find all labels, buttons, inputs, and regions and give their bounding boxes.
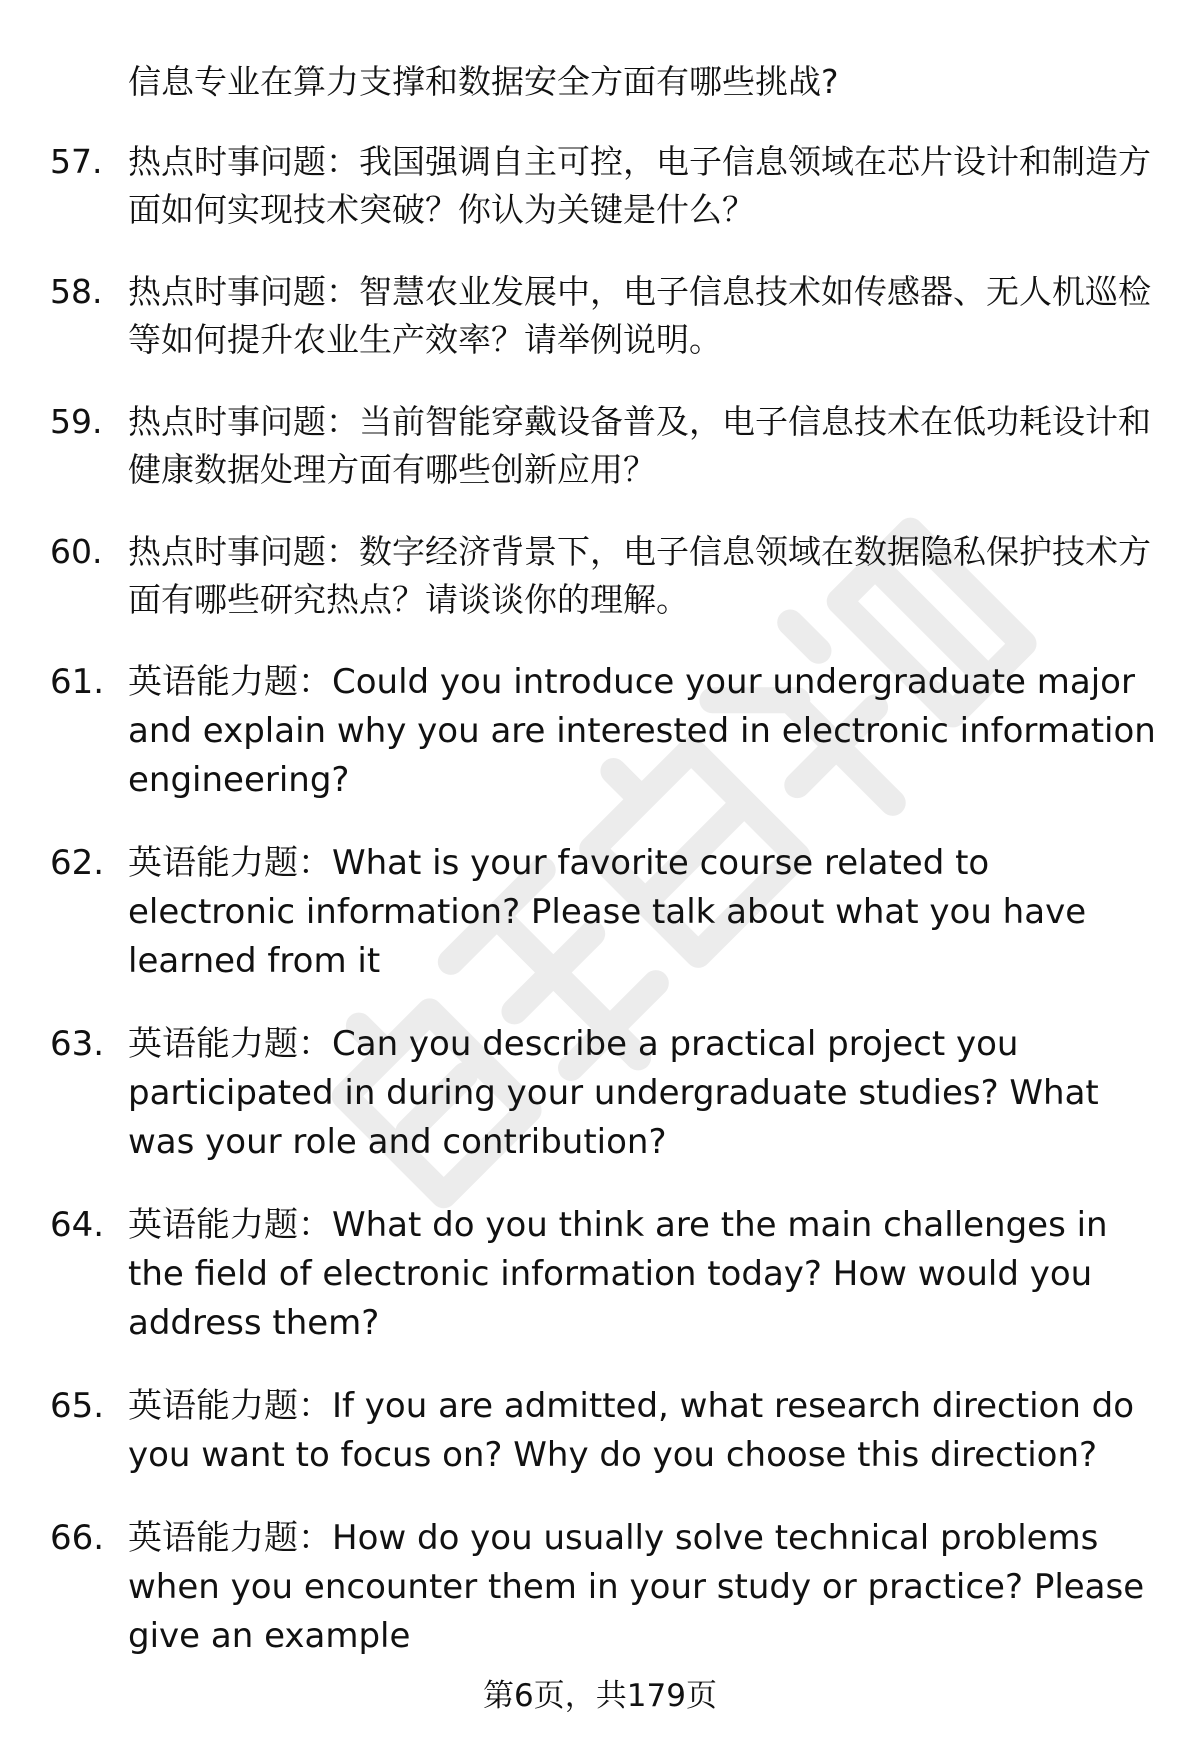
question-number: 57.	[50, 142, 103, 181]
list-item	[0, 839, 1200, 986]
continued-question-text: 信息专业在算力支撑和数据安全方面有哪些挑战?	[128, 62, 839, 101]
question-number: 63.	[50, 1024, 105, 1064]
question-text: 英语能力题：Could you introduce your undergraduate major and explain why you are interested in electronic information engineering?	[128, 662, 1156, 800]
question-list	[0, 138, 1200, 1695]
question-number: 59.	[50, 402, 103, 441]
question-text: 热点时事问题：数字经济背景下，电子信息领域在数据隐私保护技术方面有哪些研究热点？请谈谈你的理解。	[128, 532, 1151, 619]
question-text: 热点时事问题：当前智能穿戴设备普及，电子信息技术在低功耗设计和健康数据处理方面有哪些创新应用？	[128, 402, 1151, 489]
question-text: 英语能力题：What do you think are the main challenges in the field of electronic information today? How would you address them?	[128, 1205, 1108, 1343]
list-item	[0, 138, 1200, 234]
list-item	[0, 1514, 1200, 1661]
question-number: 62.	[50, 843, 105, 883]
list-item	[0, 1201, 1200, 1348]
question-number: 58.	[50, 272, 103, 311]
question-text: 英语能力题：Can you describe a practical project you participated in during your undergraduate studies? What was your role and contribution?	[128, 1024, 1099, 1162]
page-footer: 第6页，共179页	[483, 1678, 717, 1714]
question-number: 60.	[50, 532, 103, 571]
question-number: 65.	[50, 1386, 105, 1426]
question-text: 英语能力题：If you are admitted, what research direction do you want to focus on? Why do you choose this direction?	[128, 1386, 1135, 1475]
question-text: 热点时事问题：我国强调自主可控，电子信息领域在芯片设计和制造方面如何实现技术突破？你认为关键是什么？	[128, 142, 1151, 229]
list-item	[0, 398, 1200, 494]
question-text: 英语能力题：What is your favorite course related to electronic information? Please talk about what you have learned from it	[128, 843, 1087, 981]
list-item	[0, 658, 1200, 805]
question-number: 61.	[50, 662, 105, 702]
question-number: 66.	[50, 1518, 105, 1558]
list-item	[0, 1020, 1200, 1167]
list-item	[0, 1382, 1200, 1480]
list-item	[0, 528, 1200, 624]
question-number: 64.	[50, 1205, 105, 1245]
question-text: 热点时事问题：智慧农业发展中，电子信息技术如传感器、无人机巡检等如何提升农业生产效率？请举例说明。	[128, 272, 1151, 359]
list-item	[0, 268, 1200, 364]
question-text: 英语能力题：How do you usually solve technical problems when you encounter them in your study or practice? Please give an example	[128, 1518, 1145, 1656]
